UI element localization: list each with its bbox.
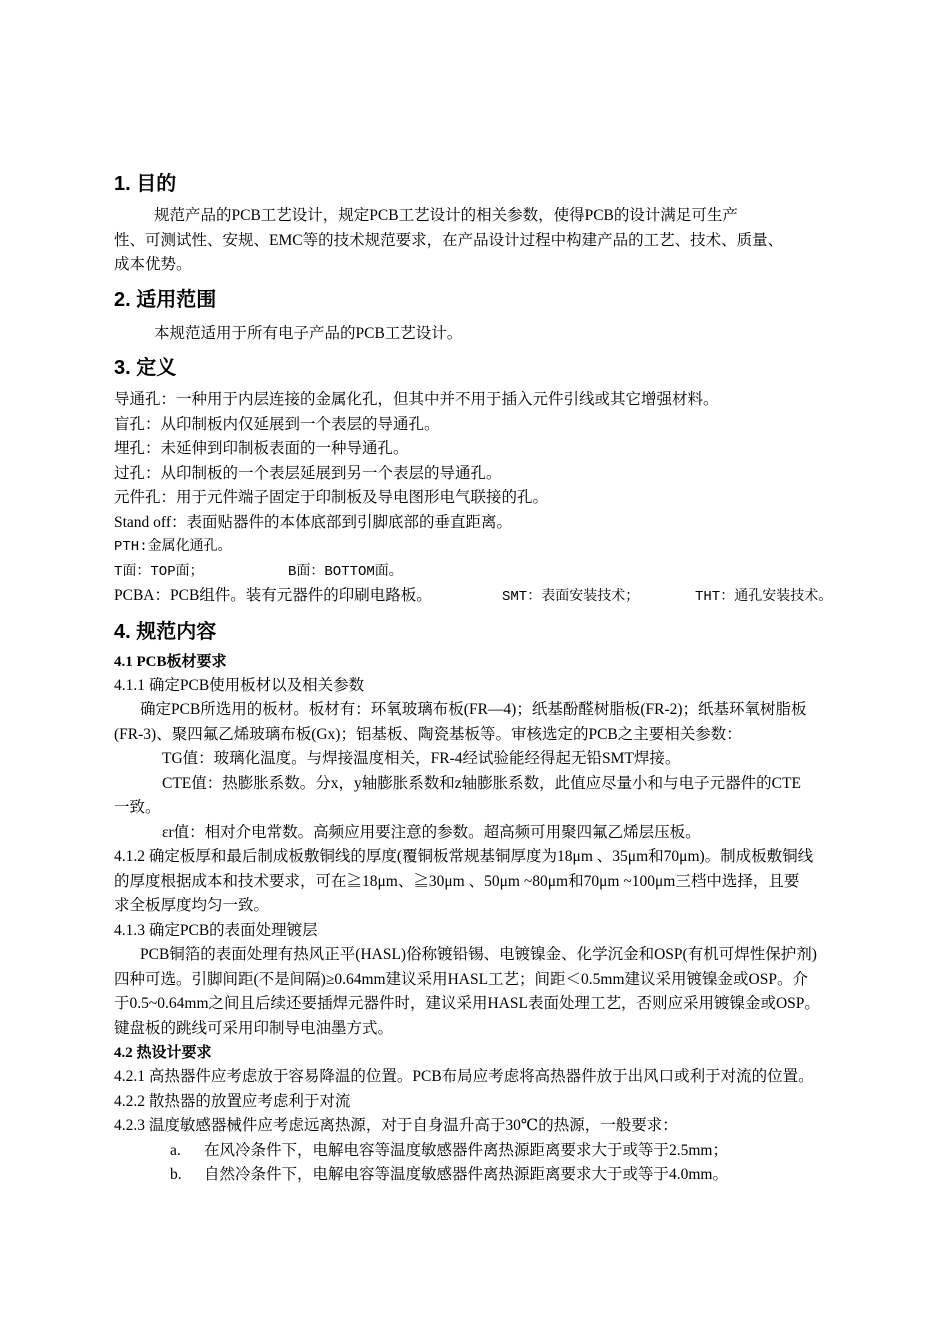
subsection-4-1-2-line-1: 4.1.2 确定板厚和最后制成板敷铜线的厚度(覆铜板常规基铜厚度为18μm 、35μm和70μm)。制成板敷铜线 [114, 848, 814, 865]
cte-definition-line-2: 一致。 [114, 799, 161, 816]
definition-blind-via: 盲孔：从印制板内仅延展到一个表层的导通孔。 [114, 415, 440, 433]
subsection-4-1-heading: 4.1 PCB板材要求 [114, 653, 227, 670]
list-item [114, 1163, 884, 1188]
subsection-4-1-1-heading: 4.1.1 确定PCB使用板材以及相关参数 [114, 676, 365, 694]
list-marker: b. [170, 1166, 182, 1183]
definition-via: 导通孔：一种用于内层连接的金属化孔，但其中并不用于插入元件引线或其它增强材料。 [114, 391, 719, 408]
section-1-line-2: 性、可测试性、安规、EMC等的技术规范要求，在产品设计过程中构建产品的工艺、技术、质量、 [114, 231, 784, 249]
definition-tht: THT：通孔安装技术。 [695, 589, 833, 605]
subsection-4-1-2-line-3: 求全板厚度均匀一致。 [114, 897, 270, 914]
tg-definition: TG值：玻璃化温度。与焊接温度相关，FR-4经试验能经得起无铅SMT焊接。 [162, 750, 681, 767]
surface-finish-line-1: PCB铜箔的表面处理有热风正平(HASL)俗称镀铅锡、电镀镍金、化学沉金和OSP(有机可焊性保护剂) [140, 946, 817, 963]
er-definition: εr值：相对介电常数。高频应用要注意的参数。超高频可用聚四氟乙烯层压板。 [162, 823, 701, 841]
subsection-4-1-2-line-2: 的厚度根据成本和技术要求，可在≧18μm、≧30μm 、50μm ~80μm和70μm ~100μm三档中选择，且要 [114, 872, 800, 890]
definition-assembly [114, 584, 884, 610]
surface-finish-line-2: 四种可选。引脚间距(不是间隔)≥0.64mm建议采用HASL工艺；间距＜0.5mm建议采用镀镍金或OSP。介 [114, 970, 808, 988]
definition-pcba: PCBA：PCB组件。装有元器件的印刷电路板。 [114, 587, 432, 604]
section-4-heading: 4. 规范内容 [114, 620, 217, 643]
subsection-4-2-1: 4.2.1 高热器件应考虑放于容易降温的位置。PCB布局应考虑将高热器件放于出风口或利于对流的位置。 [114, 1068, 814, 1085]
definition-smt: SMT：表面安装技术； [502, 589, 640, 605]
definition-buried-via: 埋孔：未延伸到印制板表面的一种导通孔。 [114, 440, 409, 457]
definition-t-face: T面：TOP面； [114, 563, 204, 580]
section-1-heading: 1. 目的 [114, 173, 177, 195]
definition-b-face: B面：BOTTOM面。 [288, 563, 403, 580]
definition-component-hole: 元件孔：用于元件端子固定于印制板及导电图形电气联接的孔。 [114, 489, 549, 506]
list-item-text: 自然冷条件下，电解电容等温度敏感器件离热源距离要求大于或等于4.0mm。 [204, 1166, 728, 1183]
subsection-4-2-3: 4.2.3 温度敏感器械件应考虑远离热源，对于自身温升高于30℃的热源，一般要求： [114, 1117, 678, 1134]
subsection-4-2-2: 4.2.2 散热器的放置应考虑利于对流 [114, 1092, 351, 1110]
surface-finish-line-3: 于0.5~0.64mm之间且后续还要插焊元器件时，建议采用HASL表面处理工艺，否则应采用镀镍金或OSP。 [114, 995, 820, 1012]
section-1-line-3: 成本优势。 [114, 256, 192, 273]
list-item [114, 1139, 884, 1164]
section-2-body: 本规范适用于所有电子产品的PCB工艺设计。 [154, 324, 463, 342]
definition-pth: PTH:金属化通孔。 [114, 539, 232, 555]
subsection-4-1-3-heading: 4.1.3 确定PCB的表面处理镀层 [114, 921, 318, 939]
document-body [114, 170, 884, 1188]
definition-through-via: 过孔：从印制板的一个表层延展到另一个表层的导通孔。 [114, 464, 502, 482]
subsection-4-2-heading: 4.2 热设计要求 [114, 1045, 212, 1061]
list-item-text: 在风冷条件下，电解电容等温度敏感器件离热源距离要求大于或等于2.5mm； [204, 1141, 728, 1159]
section-2-heading: 2. 适用范围 [114, 288, 217, 311]
cte-definition-line-1: CTE值：热膨胀系数。分x，y轴膨胀系数和z轴膨胀系数，此值应尽量小和与电子元器件的CTE [162, 774, 801, 792]
definition-faces [114, 560, 884, 585]
section-1-line-1: 规范产品的PCB工艺设计，规定PCB工艺设计的相关参数，使得PCB的设计满足可生产 [154, 207, 738, 224]
board-material-line-2: (FR-3)、聚四氟乙烯玻璃布板(Gx)；铝基板、陶瓷基板等。审核选定的PCB之主要相关参数： [114, 725, 742, 743]
section-3-heading: 3. 定义 [114, 357, 177, 379]
list-marker: a. [170, 1141, 181, 1159]
surface-finish-line-4: 键盘板的跳线可采用印制导电油墨方式。 [114, 1019, 394, 1037]
board-material-line-1: 确定PCB所选用的板材。板材有：环氧玻璃布板(FR—4)；纸基酚醛树脂板(FR-2)；纸基环氧树脂板 [140, 701, 807, 718]
definition-stand-off: Stand off：表面贴器件的本体底部到引脚底部的垂直距离。 [114, 513, 512, 531]
